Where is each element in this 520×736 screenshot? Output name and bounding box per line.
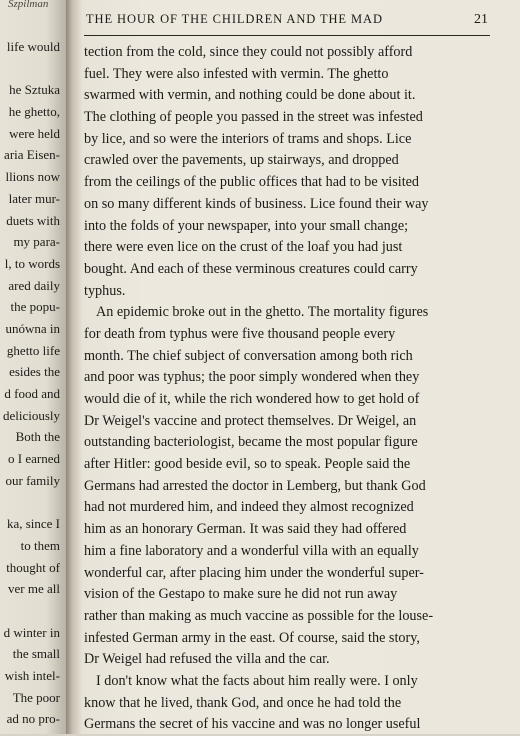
left-text-fragment: ghetto life bbox=[6, 342, 60, 358]
text-line: Dr Weigel's vaccine and protect themselves. Dr Weigel, an bbox=[84, 412, 417, 429]
left-page bbox=[0, 0, 66, 734]
text-line: fuel. They were also infested with vermin. The ghetto bbox=[84, 65, 389, 82]
left-text-fragment: l, to words bbox=[4, 255, 60, 271]
text-line: bought. And each of these verminous creatures could carry bbox=[84, 260, 418, 277]
right-page bbox=[82, 0, 520, 734]
left-text-fragment: life would bbox=[6, 39, 60, 54]
text-line: month. The chief subject of conversation among both rich bbox=[84, 347, 413, 364]
page-header bbox=[86, 12, 488, 28]
left-text-fragment: deliciously bbox=[2, 407, 60, 423]
left-text-fragment: d winter in bbox=[3, 624, 60, 640]
text-line: An epidemic broke out in the ghetto. The mortality figures bbox=[96, 304, 429, 321]
left-text-fragment: to them bbox=[20, 537, 60, 553]
left-text-fragment bbox=[0, 600, 60, 622]
text-line: Germans the secret of his vaccine and was no longer useful bbox=[84, 716, 421, 733]
text-line: Germans had arrested the doctor in Lemberg, but thank God bbox=[84, 477, 426, 494]
left-text-fragment: later mur- bbox=[8, 190, 60, 206]
left-text-fragment: llions now bbox=[5, 169, 60, 185]
header-rule bbox=[84, 35, 490, 36]
text-line: Dr Weigel had refused the villa and the car. bbox=[84, 651, 330, 668]
left-text-fragment: wish intel- bbox=[4, 667, 60, 683]
text-line: I don't know what the facts about him really were. I only bbox=[96, 672, 418, 689]
chapter-title: THE HOUR OF THE CHILDREN AND THE MAD bbox=[86, 12, 383, 26]
left-text-fragment: our family bbox=[5, 472, 60, 488]
text-line: on so many different kinds of business. Lice found their way bbox=[84, 195, 429, 212]
left-text-fragment: ver me all bbox=[8, 581, 60, 597]
text-line: into the folds of your newspaper, into your small change; bbox=[84, 217, 409, 234]
left-page-text-fragments bbox=[0, 36, 60, 730]
text-line: swarmed with vermin, and nothing could be done about it. bbox=[84, 87, 416, 104]
page-number: 21 bbox=[474, 12, 488, 27]
left-text-fragment: the popu- bbox=[10, 299, 60, 315]
left-text-fragment: my para- bbox=[13, 234, 60, 250]
left-text-fragment: unówna in bbox=[5, 320, 60, 336]
text-line: there were even lice on the crust of the loaf you had just bbox=[84, 239, 403, 256]
text-line: know that he lived, thank God, and once he had told the bbox=[84, 694, 402, 711]
left-text-fragment: Both the bbox=[15, 429, 60, 445]
left-text-fragment: esides the bbox=[9, 364, 60, 380]
text-line: rather than making as much vaccine as possible for the louse- bbox=[84, 607, 434, 624]
text-line: typhus. bbox=[84, 282, 126, 299]
left-text-fragment: ka, since I bbox=[6, 516, 60, 532]
left-text-fragment: ared daily bbox=[8, 277, 60, 293]
text-line: wonderful car, after placing him under the wonderful super- bbox=[84, 564, 424, 581]
text-line: for death from typhus were five thousand people every bbox=[84, 325, 396, 342]
left-text-fragment: o I earned bbox=[8, 451, 60, 467]
left-running-head: Szpilman bbox=[8, 0, 49, 10]
body-text bbox=[84, 42, 490, 736]
text-line: and poor was typhus; the poor simply wondered when they bbox=[84, 369, 420, 386]
left-text-fragment: ad no pro- bbox=[6, 711, 60, 727]
text-line: crawled over the pavements, up stairways, and dropped bbox=[84, 152, 399, 169]
text-line: The clothing of people you passed in the street was infested bbox=[84, 109, 423, 126]
left-text-fragment: the small bbox=[12, 646, 60, 662]
left-text-fragment: d food and bbox=[4, 386, 60, 401]
text-line: after Hitler: good beside evil, so to speak. People said the bbox=[84, 456, 411, 473]
text-line: infested German army in the east. Of course, said the story, bbox=[84, 629, 420, 646]
left-text-fragment: were held bbox=[9, 125, 60, 141]
text-line: him a fine laboratory and a wonderful villa with an equally bbox=[84, 542, 419, 559]
left-text-fragment bbox=[0, 491, 60, 513]
left-text-fragment: duets with bbox=[6, 212, 60, 228]
left-text-fragment: he ghetto, bbox=[8, 104, 60, 120]
left-text-fragment: thought of bbox=[6, 559, 60, 575]
text-line: him as an honorary German. It was said they had offered bbox=[84, 521, 407, 538]
text-line: vision of the Gestapo to make sure he did not run away bbox=[84, 586, 398, 603]
left-text-fragment: he Sztuka bbox=[9, 82, 60, 98]
left-text-fragment bbox=[0, 58, 60, 80]
book-gutter bbox=[66, 0, 82, 734]
text-line: outstanding bacteriologist, became the most popular figure bbox=[84, 434, 418, 451]
text-line: by lice, and so were the interiors of trams and shops. Lice bbox=[84, 130, 412, 147]
text-line: tection from the cold, since they could not possibly afford bbox=[84, 44, 413, 60]
left-text-fragment: aria Eisen- bbox=[4, 147, 60, 163]
left-text-fragment: The poor bbox=[12, 689, 60, 705]
text-line: had not murdered him, and indeed they almost recognized bbox=[84, 499, 414, 516]
text-line: from the ceilings of the public offices that had to be visited bbox=[84, 174, 420, 191]
text-line: would die of it, while the rich wondered how to get hold of bbox=[84, 391, 420, 407]
